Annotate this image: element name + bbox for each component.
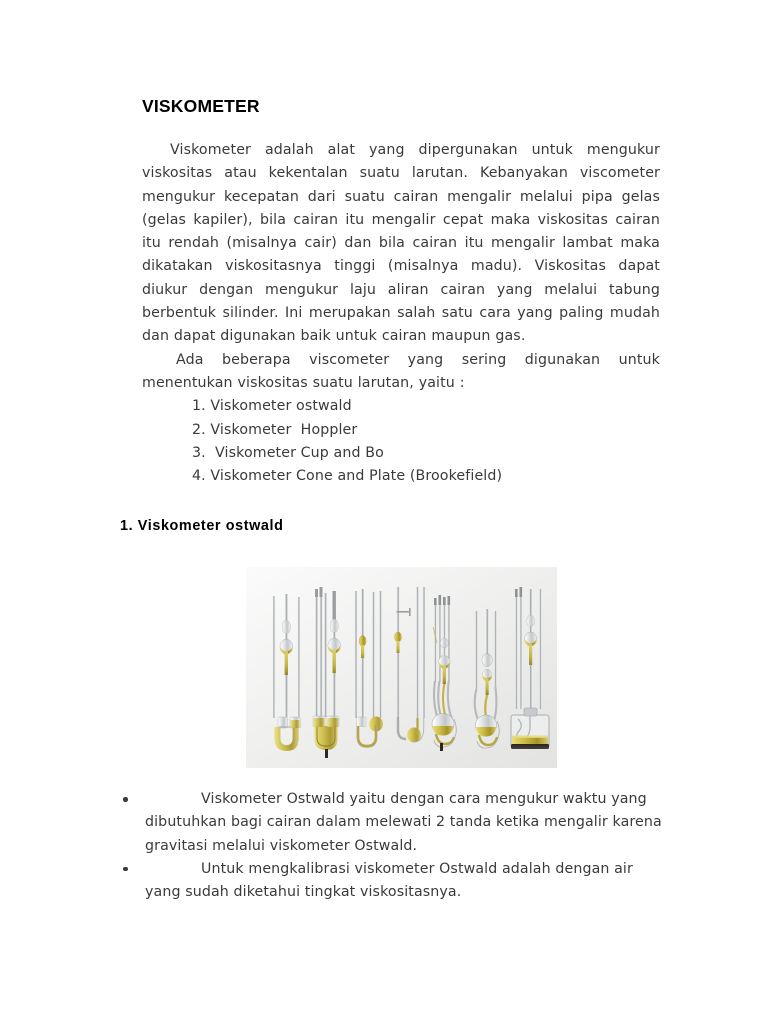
list-item: 3. Viskometer Cup and Bo <box>192 444 384 461</box>
paragraph-types-intro: Ada beberapa viscometer yang sering digunakan untuk menentukan viskositas suatu larutan, yaitu : <box>142 351 660 391</box>
list-item: 1. Viskometer ostwald <box>192 398 352 415</box>
bullet-text: Viskometer Ostwald yaitu dengan cara mengukur waktu yang dibutuhkan bagi cairan dalam melewati 2 tanda ketika mengalir karena gravitasi melalui viskometer Ostwald. <box>145 791 662 854</box>
list-item <box>120 858 665 905</box>
figure-ostwald-viscometers <box>246 567 557 768</box>
viscometer-type-list <box>142 395 665 488</box>
section-heading-ostwald: 1. Viskometer ostwald <box>120 518 284 535</box>
list-item: 4. Viskometer Cone and Plate (Brookefield) <box>192 468 503 485</box>
list-item <box>120 788 665 858</box>
viscometer-photo-image <box>246 567 557 768</box>
bullet-icon <box>123 797 128 802</box>
paragraph-definition: Viskometer adalah alat yang dipergunakan untuk mengukur viskositas atau kekentalan suatu larutan. Kebanyakan viscometer mengukur kecepatan dari suatu cairan mengalir melalui pipa gelas (gelas kapiler), bila cairan itu mengalir cepat maka viskositas cairan itu rendah (misalnya cair) dan bila cairan itu mengalir lambat maka dikatakan viskositasnya tinggi (misalnya madu). Viskositas dapat diukur dengan mengukur laju aliran cairan yang melalui tabung berbentuk silinder. Ini merupakan salah satu cara yang paling mudah dan dapat digunakan baik untuk cairan maupun gas. <box>142 142 660 345</box>
page-title: VISKOMETER <box>142 96 260 116</box>
ostwald-notes-list <box>120 788 665 904</box>
list-item: 2. Viskometer Hoppler <box>192 421 358 438</box>
bullet-icon <box>123 867 128 872</box>
document-body <box>120 96 665 534</box>
bullet-text: Untuk mengkalibrasi viskometer Ostwald adalah dengan air yang sudah diketahui tingkat viskositasnya. <box>145 860 633 901</box>
